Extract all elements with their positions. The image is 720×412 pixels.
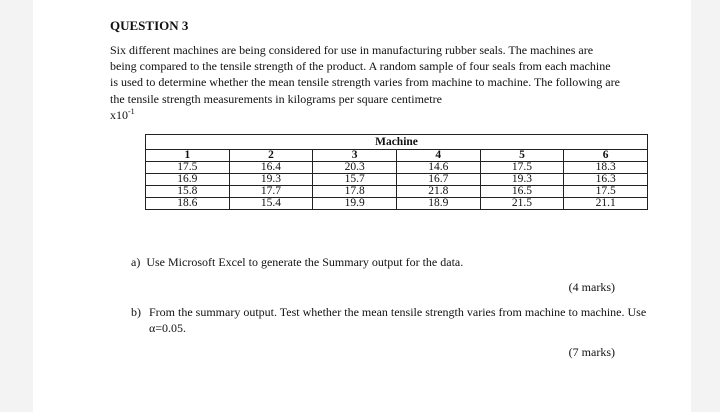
part-b-text: From the summary output. Test whether the mean tensile strength varies from machine to machine. Use α=0.05. <box>149 305 647 335</box>
part-b-label: b) <box>131 305 141 319</box>
table-cell: 19.3 <box>480 174 564 186</box>
intro-text: Six different machines are being considered for use in manufacturing rubber seals. The machines are being compared to the tensile strength of the product. A random sample of four seals from each machine is used to determine whether the mean tensile strength varies from machine to machine. The following are the tensile strength measurements in kilograms per square centimetre <box>110 43 620 106</box>
table-column-numbers-row <box>146 150 648 162</box>
part-a-label: a) <box>131 255 141 269</box>
table-cell: 14.6 <box>396 162 480 174</box>
part-b-marks: (7 marks) <box>568 345 615 359</box>
table-cell: 18.9 <box>396 198 480 210</box>
machine-column-header: 6 <box>564 150 648 162</box>
table-cell: 16.5 <box>480 186 564 198</box>
table-cell: 18.3 <box>564 162 648 174</box>
machine-column-header: 4 <box>396 150 480 162</box>
table-cell: 15.8 <box>146 186 230 198</box>
table-cell: 15.4 <box>229 198 313 210</box>
question-intro <box>110 42 620 123</box>
part-b <box>131 304 651 336</box>
machine-column-header: 5 <box>480 150 564 162</box>
table-row <box>146 162 648 174</box>
table-cell: 17.5 <box>146 162 230 174</box>
table-cell: 21.8 <box>396 186 480 198</box>
table-cell: 19.9 <box>313 198 397 210</box>
document-page <box>33 0 691 412</box>
table-cell: 17.5 <box>564 186 648 198</box>
table-row <box>146 186 648 198</box>
tensile-strength-table <box>145 134 648 210</box>
table-cell: 21.1 <box>564 198 648 210</box>
machine-column-header: 2 <box>229 150 313 162</box>
machine-column-header: 3 <box>313 150 397 162</box>
table-cell: 17.5 <box>480 162 564 174</box>
unit-base: x10 <box>110 107 128 122</box>
unit-exponent: -1 <box>128 106 135 116</box>
table-cell: 15.7 <box>313 174 397 186</box>
table-row <box>146 198 648 210</box>
table-cell: 16.7 <box>396 174 480 186</box>
table-header-machine: Machine <box>146 135 648 150</box>
table-cell: 17.7 <box>229 186 313 198</box>
table-cell: 19.3 <box>229 174 313 186</box>
table-cell: 17.8 <box>313 186 397 198</box>
part-a-marks: (4 marks) <box>568 280 615 294</box>
machine-column-header: 1 <box>146 150 230 162</box>
table-cell: 16.9 <box>146 174 230 186</box>
table-cell: 20.3 <box>313 162 397 174</box>
table-cell: 18.6 <box>146 198 230 210</box>
table-cell: 21.5 <box>480 198 564 210</box>
table-header-row <box>146 135 648 150</box>
part-a-text: Use Microsoft Excel to generate the Summary output for the data. <box>146 255 464 269</box>
table-row <box>146 174 648 186</box>
question-title: QUESTION 3 <box>110 18 189 33</box>
part-a <box>131 255 463 270</box>
table-cell: 16.4 <box>229 162 313 174</box>
table-cell: 16.3 <box>564 174 648 186</box>
